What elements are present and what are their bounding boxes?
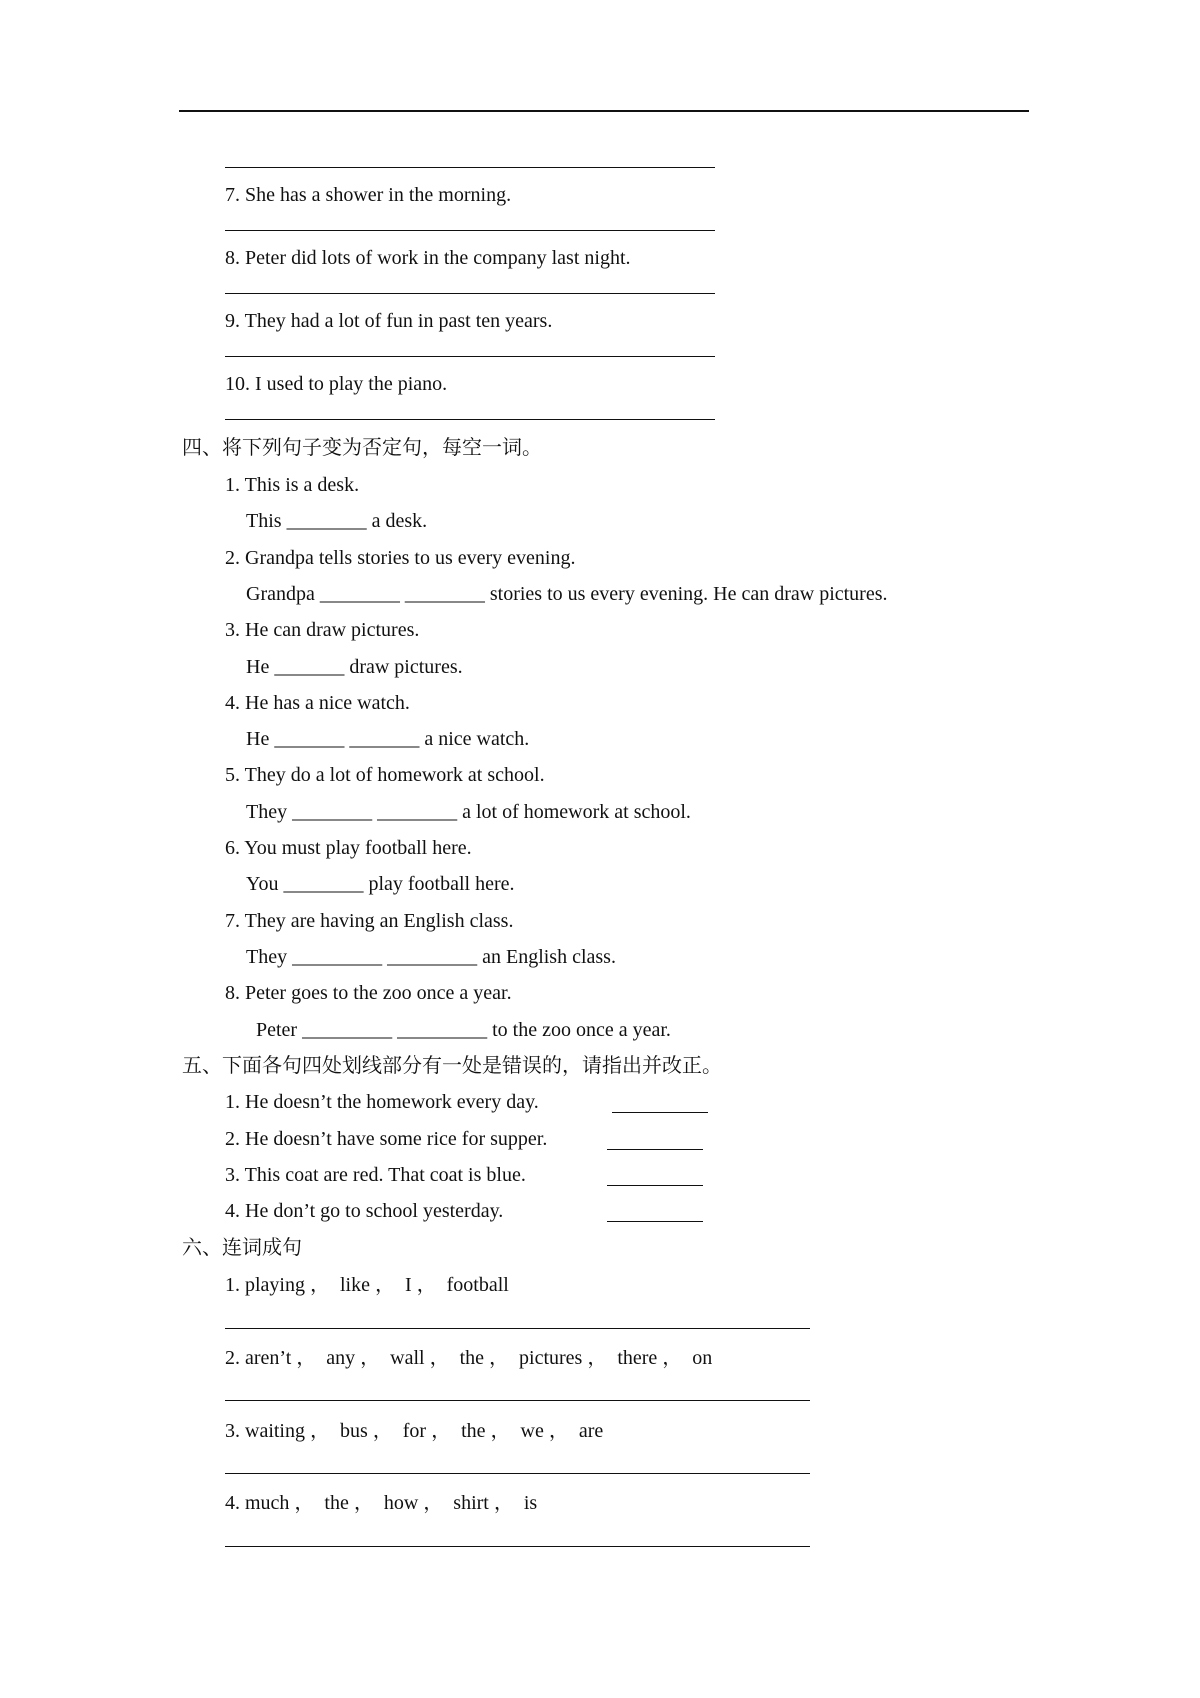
fill-blank[interactable]: _________	[387, 946, 478, 968]
question-7: 7. She has a shower in the morning.	[225, 184, 512, 206]
correction-blank[interactable]	[612, 1112, 708, 1113]
section-6-heading: 六、连词成句	[182, 1237, 302, 1259]
p4-question: 1. This is a desk.	[225, 474, 360, 496]
p4-question: 7. They are having an English class.	[225, 910, 514, 932]
p4-answer: You ________ play football here.	[246, 873, 515, 895]
correction-blank[interactable]	[607, 1185, 703, 1186]
fill-blank[interactable]: _________	[397, 1019, 488, 1041]
answer-line[interactable]	[225, 356, 715, 357]
p6-question: 3. waiting ， bus ， for ， the ， we ， are	[225, 1420, 604, 1442]
p6-question: 1. playing ， like ， I ， football	[225, 1274, 509, 1296]
p4-answer: He _______ draw pictures.	[246, 656, 463, 678]
answer-line[interactable]	[225, 230, 715, 231]
p4-question: 2. Grandpa tells stories to us every evening.	[225, 547, 576, 569]
answer-line[interactable]	[225, 1546, 810, 1547]
answer-line[interactable]	[225, 1328, 810, 1329]
answer-line[interactable]	[225, 1400, 810, 1401]
p6-question: 4. much ， the ， how ， shirt ， is	[225, 1492, 538, 1514]
fill-blank[interactable]: ________	[404, 583, 485, 605]
section-5-heading: 五、下面各句四处划线部分有一处是错误的，请指出并改正。	[182, 1055, 722, 1077]
p6-question: 2. aren’t ， any ， wall ， the ， pictures ， there ， on	[225, 1347, 713, 1369]
correction-blank[interactable]	[607, 1149, 703, 1150]
header-rule	[179, 110, 1029, 112]
fill-blank[interactable]: _______	[274, 728, 345, 750]
fill-blank[interactable]: ________	[283, 873, 364, 895]
p4-question: 5. They do a lot of homework at school.	[225, 764, 545, 786]
fill-blank[interactable]: _______	[274, 656, 345, 678]
fill-blank[interactable]: _______	[349, 728, 420, 750]
answer-line[interactable]	[225, 419, 715, 420]
fill-blank[interactable]: _________	[302, 1019, 393, 1041]
question-8: 8. Peter did lots of work in the company last night.	[225, 247, 631, 269]
p5-question: 2. He doesn’t have some rice for supper.	[225, 1128, 548, 1150]
question-9: 9. They had a lot of fun in past ten years.	[225, 310, 553, 332]
p4-answer: He _______ _______ a nice watch.	[246, 728, 530, 750]
p5-question: 3. This coat are red. That coat is blue.	[225, 1164, 526, 1186]
answer-line[interactable]	[225, 293, 715, 294]
p4-answer: Peter _________ _________ to the zoo once a year.	[256, 1019, 671, 1041]
p4-answer: This ________ a desk.	[246, 510, 428, 532]
fill-blank[interactable]: _________	[292, 946, 383, 968]
section-4-heading: 四、将下列句子变为否定句，每空一词。	[182, 437, 542, 459]
p4-question: 4. He has a nice watch.	[225, 692, 410, 714]
fill-blank[interactable]: ________	[377, 801, 458, 823]
correction-blank[interactable]	[607, 1221, 703, 1222]
p5-question: 4. He don’t go to school yesterday.	[225, 1200, 504, 1222]
p4-question: 8. Peter goes to the zoo once a year.	[225, 982, 512, 1004]
p4-answer: They _________ _________ an English class.	[246, 946, 616, 968]
fill-blank[interactable]: ________	[319, 583, 400, 605]
p4-question: 3. He can draw pictures.	[225, 619, 420, 641]
answer-line[interactable]	[225, 1473, 810, 1474]
question-10: 10. I used to play the piano.	[225, 373, 448, 395]
p4-answer: They ________ ________ a lot of homework at school.	[246, 801, 691, 823]
p4-question: 6. You must play football here.	[225, 837, 472, 859]
p5-question: 1. He doesn’t the homework every day.	[225, 1091, 539, 1113]
fill-blank[interactable]: ________	[286, 510, 367, 532]
answer-line[interactable]	[225, 167, 715, 168]
p4-answer: Grandpa ________ ________ stories to us every evening. He can draw pictures.	[246, 583, 888, 605]
fill-blank[interactable]: ________	[292, 801, 373, 823]
